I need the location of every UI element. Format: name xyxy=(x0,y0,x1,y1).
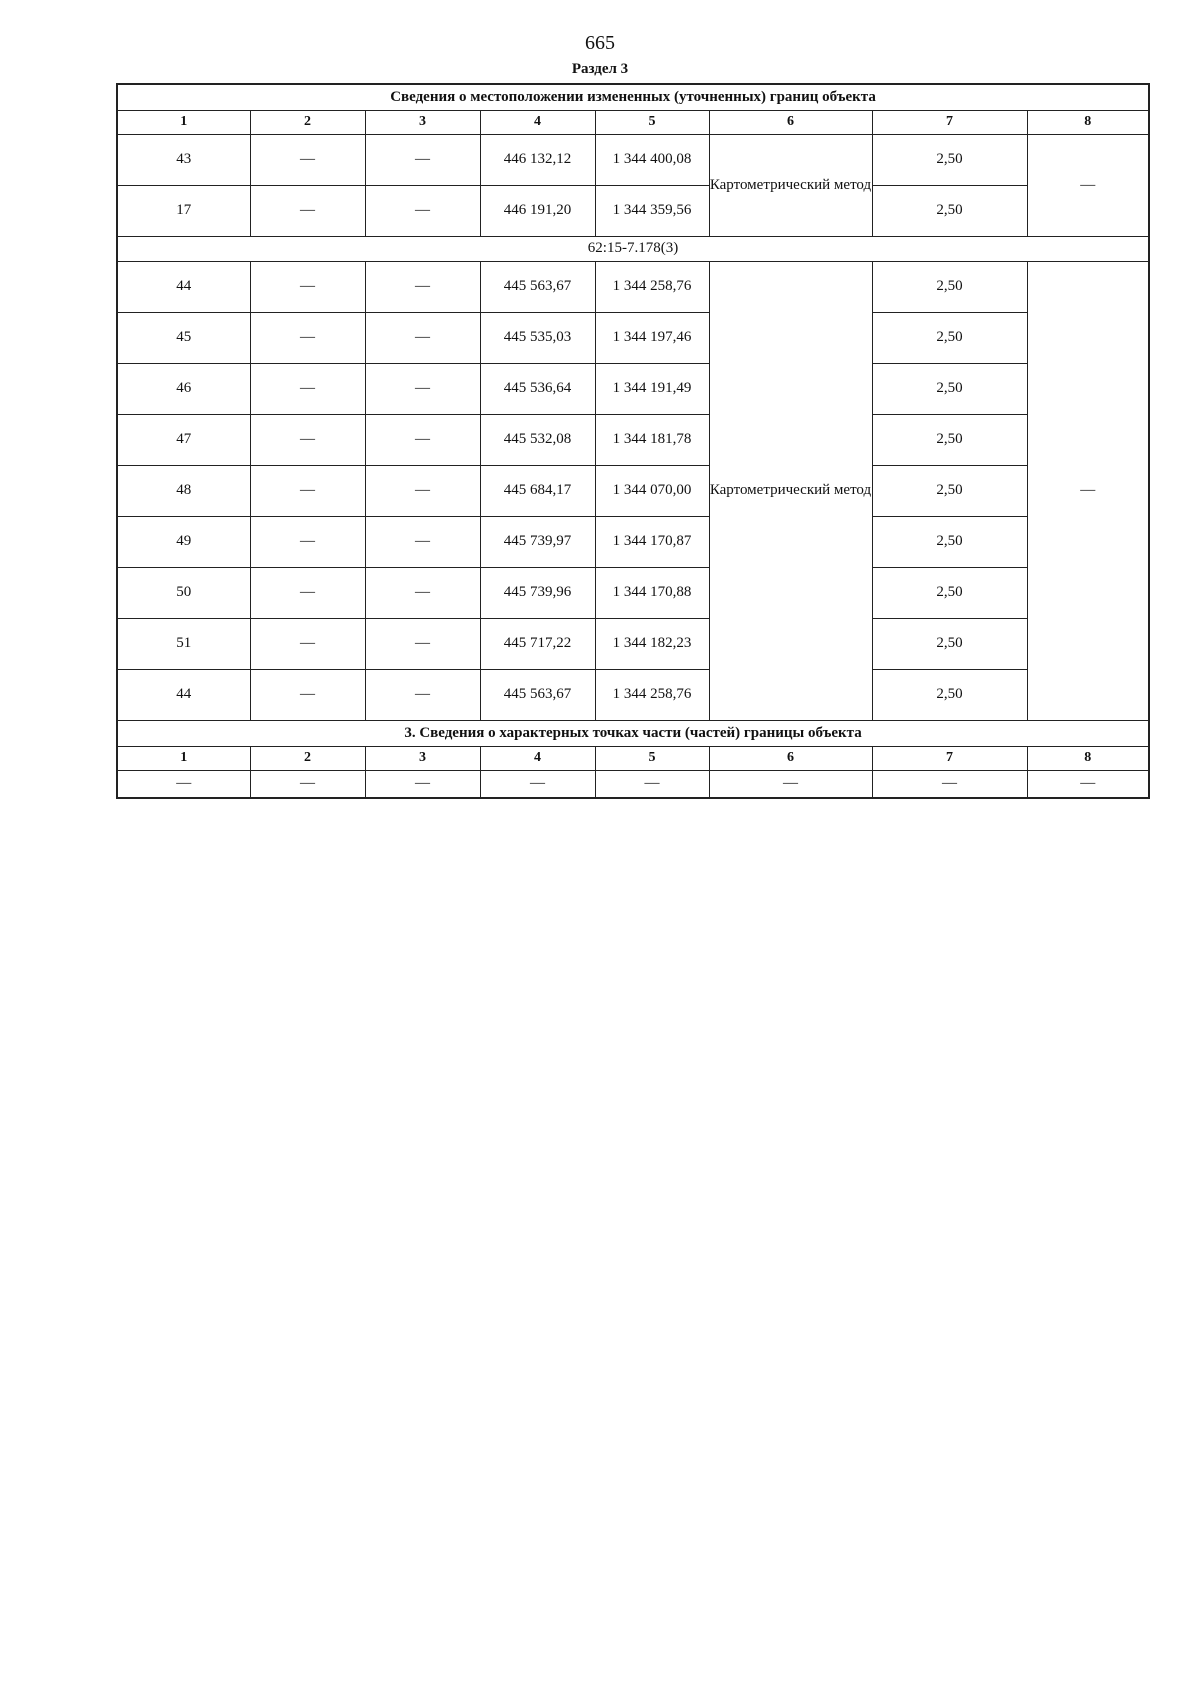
point-number: 17 xyxy=(117,185,250,236)
empty-value: — xyxy=(480,770,595,798)
old-x-value: — xyxy=(250,185,365,236)
old-y-value: — xyxy=(365,618,480,669)
old-y-value: — xyxy=(365,185,480,236)
table-row xyxy=(117,261,1149,312)
column-number-7: 7 xyxy=(872,110,1027,134)
point-number: 51 xyxy=(117,618,250,669)
empty-value: — xyxy=(709,770,872,798)
old-x-value: — xyxy=(250,567,365,618)
parcel-row xyxy=(117,236,1149,261)
table1-title-row xyxy=(117,84,1149,110)
accuracy-value: 2,50 xyxy=(872,134,1027,185)
column-number-8: 8 xyxy=(1027,746,1149,770)
column-number-4: 4 xyxy=(480,746,595,770)
coordinate-y: 1 344 197,46 xyxy=(595,312,709,363)
table2-dash-row xyxy=(117,770,1149,798)
coordinate-x: 445 717,22 xyxy=(480,618,595,669)
boundary-table xyxy=(116,83,1150,799)
coordinate-x: 446 191,20 xyxy=(480,185,595,236)
coordinate-y: 1 344 400,08 xyxy=(595,134,709,185)
old-x-value: — xyxy=(250,669,365,720)
old-y-value: — xyxy=(365,465,480,516)
table-row xyxy=(117,414,1149,465)
column-number-1: 1 xyxy=(117,746,250,770)
old-x-value: — xyxy=(250,363,365,414)
accuracy-value: 2,50 xyxy=(872,669,1027,720)
coordinate-y: 1 344 182,23 xyxy=(595,618,709,669)
table-row xyxy=(117,312,1149,363)
table2-title-row xyxy=(117,720,1149,746)
page-number: 665 xyxy=(585,32,615,54)
coordinate-x: 445 739,96 xyxy=(480,567,595,618)
block1-description: — xyxy=(1027,134,1149,236)
column-number-4: 4 xyxy=(480,110,595,134)
coordinate-x: 445 563,67 xyxy=(480,669,595,720)
table-row xyxy=(117,363,1149,414)
coordinate-y: 1 344 191,49 xyxy=(595,363,709,414)
point-number: 43 xyxy=(117,134,250,185)
accuracy-value: 2,50 xyxy=(872,363,1027,414)
table-row xyxy=(117,567,1149,618)
coordinate-x: 445 536,64 xyxy=(480,363,595,414)
accuracy-value: 2,50 xyxy=(872,414,1027,465)
table1-column-numbers xyxy=(117,110,1149,134)
boundary-table-body xyxy=(117,84,1149,798)
old-x-value: — xyxy=(250,414,365,465)
coordinate-y: 1 344 070,00 xyxy=(595,465,709,516)
point-number: 44 xyxy=(117,669,250,720)
accuracy-value: 2,50 xyxy=(872,567,1027,618)
column-number-2: 2 xyxy=(250,746,365,770)
old-x-value: — xyxy=(250,465,365,516)
empty-value: — xyxy=(365,770,480,798)
block1-method: Картометрический метод xyxy=(709,134,872,236)
block2-method: Картометрический метод xyxy=(709,261,872,720)
coordinate-y: 1 344 258,76 xyxy=(595,261,709,312)
empty-value: — xyxy=(1027,770,1149,798)
old-x-value: — xyxy=(250,312,365,363)
table-row xyxy=(117,669,1149,720)
old-y-value: — xyxy=(365,414,480,465)
column-number-7: 7 xyxy=(872,746,1027,770)
old-y-value: — xyxy=(365,261,480,312)
table-row xyxy=(117,465,1149,516)
old-y-value: — xyxy=(365,516,480,567)
section-title: Раздел 3 xyxy=(571,61,629,77)
old-y-value: — xyxy=(365,312,480,363)
column-number-8: 8 xyxy=(1027,110,1149,134)
table2-column-numbers xyxy=(117,746,1149,770)
empty-value: — xyxy=(117,770,250,798)
column-number-3: 3 xyxy=(365,110,480,134)
column-number-3: 3 xyxy=(365,746,480,770)
old-x-value: — xyxy=(250,516,365,567)
point-number: 46 xyxy=(117,363,250,414)
old-x-value: — xyxy=(250,618,365,669)
accuracy-value: 2,50 xyxy=(872,261,1027,312)
old-y-value: — xyxy=(365,567,480,618)
point-number: 44 xyxy=(117,261,250,312)
point-number: 48 xyxy=(117,465,250,516)
coordinate-y: 1 344 181,78 xyxy=(595,414,709,465)
point-number: 47 xyxy=(117,414,250,465)
accuracy-value: 2,50 xyxy=(872,465,1027,516)
old-y-value: — xyxy=(365,134,480,185)
point-number: 50 xyxy=(117,567,250,618)
coordinate-y: 1 344 258,76 xyxy=(595,669,709,720)
old-x-value: — xyxy=(250,134,365,185)
table-row xyxy=(117,618,1149,669)
old-y-value: — xyxy=(365,363,480,414)
table1-title: Сведения о местоположении измененных (уточненных) границ объекта xyxy=(117,84,1149,110)
coordinate-x: 445 684,17 xyxy=(480,465,595,516)
column-number-6: 6 xyxy=(709,110,872,134)
block2-description: — xyxy=(1027,261,1149,720)
point-number: 45 xyxy=(117,312,250,363)
coordinate-x: 445 739,97 xyxy=(480,516,595,567)
column-number-6: 6 xyxy=(709,746,872,770)
coordinate-x: 445 535,03 xyxy=(480,312,595,363)
table-row xyxy=(117,134,1149,185)
old-x-value: — xyxy=(250,261,365,312)
accuracy-value: 2,50 xyxy=(872,185,1027,236)
coordinate-x: 446 132,12 xyxy=(480,134,595,185)
coordinate-x: 445 563,67 xyxy=(480,261,595,312)
empty-value: — xyxy=(595,770,709,798)
table-row xyxy=(117,185,1149,236)
empty-value: — xyxy=(872,770,1027,798)
accuracy-value: 2,50 xyxy=(872,516,1027,567)
column-number-5: 5 xyxy=(595,746,709,770)
parcel-label: 62:15-7.178(3) xyxy=(117,236,1149,261)
column-number-5: 5 xyxy=(595,110,709,134)
column-number-1: 1 xyxy=(117,110,250,134)
point-number: 49 xyxy=(117,516,250,567)
coordinate-y: 1 344 359,56 xyxy=(595,185,709,236)
coordinate-y: 1 344 170,87 xyxy=(595,516,709,567)
table-row xyxy=(117,516,1149,567)
old-y-value: — xyxy=(365,669,480,720)
accuracy-value: 2,50 xyxy=(872,618,1027,669)
accuracy-value: 2,50 xyxy=(872,312,1027,363)
column-number-2: 2 xyxy=(250,110,365,134)
coordinate-x: 445 532,08 xyxy=(480,414,595,465)
empty-value: — xyxy=(250,770,365,798)
table2-title: 3. Сведения о характерных точках части (частей) границы объекта xyxy=(117,720,1149,746)
coordinate-y: 1 344 170,88 xyxy=(595,567,709,618)
